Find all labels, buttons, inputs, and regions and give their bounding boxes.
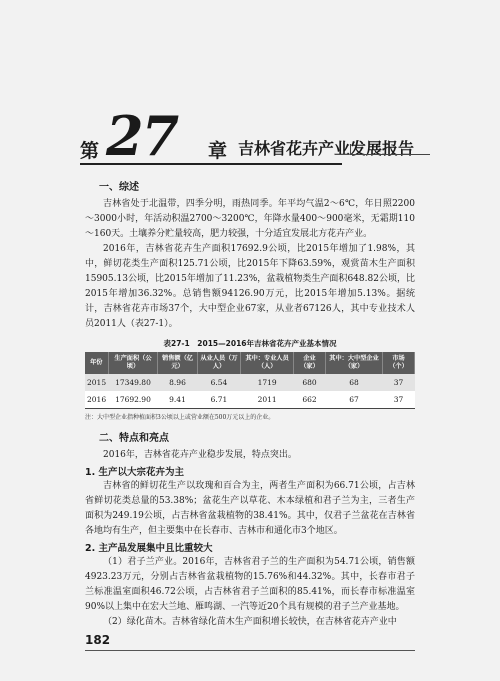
table-cell: 2015 (85, 374, 108, 391)
table-cell: 662 (294, 391, 326, 409)
table-row (85, 391, 415, 409)
table-cell: 17692.90 (108, 391, 158, 409)
footer-rule (85, 650, 415, 651)
chapter-suffix: 章 (208, 140, 228, 162)
table-header-cell: 生产面积（公顷） (108, 352, 158, 374)
section-heading-overview: 一、综述 (99, 182, 139, 193)
table-header-cell: 销售额（亿元） (158, 352, 197, 374)
table-cell: 37 (383, 391, 415, 409)
table-header-cell: 市场（个） (383, 352, 415, 374)
table-cell: 68 (326, 374, 383, 391)
chapter-header (80, 104, 430, 168)
table-cell: 2016 (85, 391, 108, 409)
table-cell: 8.96 (158, 374, 197, 391)
table-cell: 9.41 (158, 391, 197, 409)
chapter-title: 吉林省花卉产业发展报告 (238, 139, 415, 158)
table-cell: 680 (294, 374, 326, 391)
paragraph: 吉林省的鲜切花生产以玫瑰和百合为主，两者生产面积为66.71公顷，占吉林省鲜切花类总量的53.38%；盆花生产以草花、木本绿植和君子兰为主，三者生产面积为249.19公顷，占吉林省盆栽植物的38.41%。其中，仅君子兰盆花在吉林省各地均有生产，但主要集中在长春市、吉林市和通化市3个地区。 (85, 481, 415, 536)
table-header-cell: 其中：大中型企业（家） (326, 352, 383, 374)
paragraph: 2016年，吉林省花卉产业稳步发展，特点突出。 (103, 450, 297, 460)
chapter-underline (80, 163, 342, 165)
paragraph: 2016年，吉林省花卉生产面积17692.9公顷，比2015年增加了1.98%，其中，鲜切花类生产面积125.71公顷，比2015年下降63.59%，观赏苗木生产面积15905.13公顷，比2015年增加了11.23%，盆栽植物类生产面积648.82公顷，比2015年增加36.32%。总销售额94126.90万元，比2015年增加5.13%。据统计，吉林省花卉市场37个，大中型企业67家，从业者67126人，其中专业技术人员2011人（表27-1）。 (85, 244, 415, 329)
section-heading-features: 二、特点和亮点 (99, 433, 169, 444)
paragraph: （2）绿化苗木。吉林省绿化苗木生产面积增长较快，在吉林省花卉产业中 (103, 617, 397, 627)
table-row (85, 374, 415, 391)
table-cell: 17349.80 (108, 374, 158, 391)
chapter-prefix: 第 (80, 140, 100, 162)
table-cell: 2011 (241, 391, 294, 409)
table-header-cell: 其中：专业人员（人） (241, 352, 294, 374)
chapter-decor-line-right (350, 154, 430, 155)
chapter-number: 27 (106, 104, 178, 168)
paragraph: 吉林省处于北温带，四季分明，雨热同季。年平均气温2～6℃，年日照2200～3000小时，年活动积温2700～3200℃，年降水量400～900毫米，无霜期110～160天。土壤养分贮量较高，肥力较强，十分适宜发展北方花卉产业。 (85, 199, 415, 239)
table-note: 注：大中型企业指种植面积3公顷以上或营业额在500万元以上的企业。 (85, 414, 275, 421)
subsection-heading: 2. 主产品发展集中且比重较大 (85, 543, 213, 554)
table-cell: 37 (383, 374, 415, 391)
table-cell: 6.54 (197, 374, 241, 391)
table-cell: 6.71 (197, 391, 241, 409)
table-header-cell: 企业（家） (294, 352, 326, 374)
page-content (85, 178, 415, 630)
table-header-row (85, 352, 415, 374)
chapter-decor-line (350, 144, 351, 154)
table-cell: 67 (326, 391, 383, 409)
subsection-heading: 1. 生产以大宗花卉为主 (85, 467, 185, 478)
statistics-table (85, 352, 415, 409)
table-cell: 1719 (241, 374, 294, 391)
paragraph: （1）君子兰产业。2016年，吉林省君子兰的生产面积为54.71公顷，销售额4923.23万元，分别占吉林省盆栽植物的15.76%和44.32%。其中，长春市君子兰标准温室面积46.72公顷，占吉林省君子兰面积的85.41%，而长春市标准温室90%以上集中在宏大兰地、雁鸣湖、一汽等近20个具有规模的君子兰产业基地。 (85, 557, 415, 612)
table-header-cell: 从业人员（万人） (197, 352, 241, 374)
table-header-cell: 年份 (85, 352, 108, 374)
table-caption: 表27-1 2015—2016年吉林省花卉产业基本情况 (163, 339, 337, 348)
page-number: 182 (85, 633, 111, 647)
